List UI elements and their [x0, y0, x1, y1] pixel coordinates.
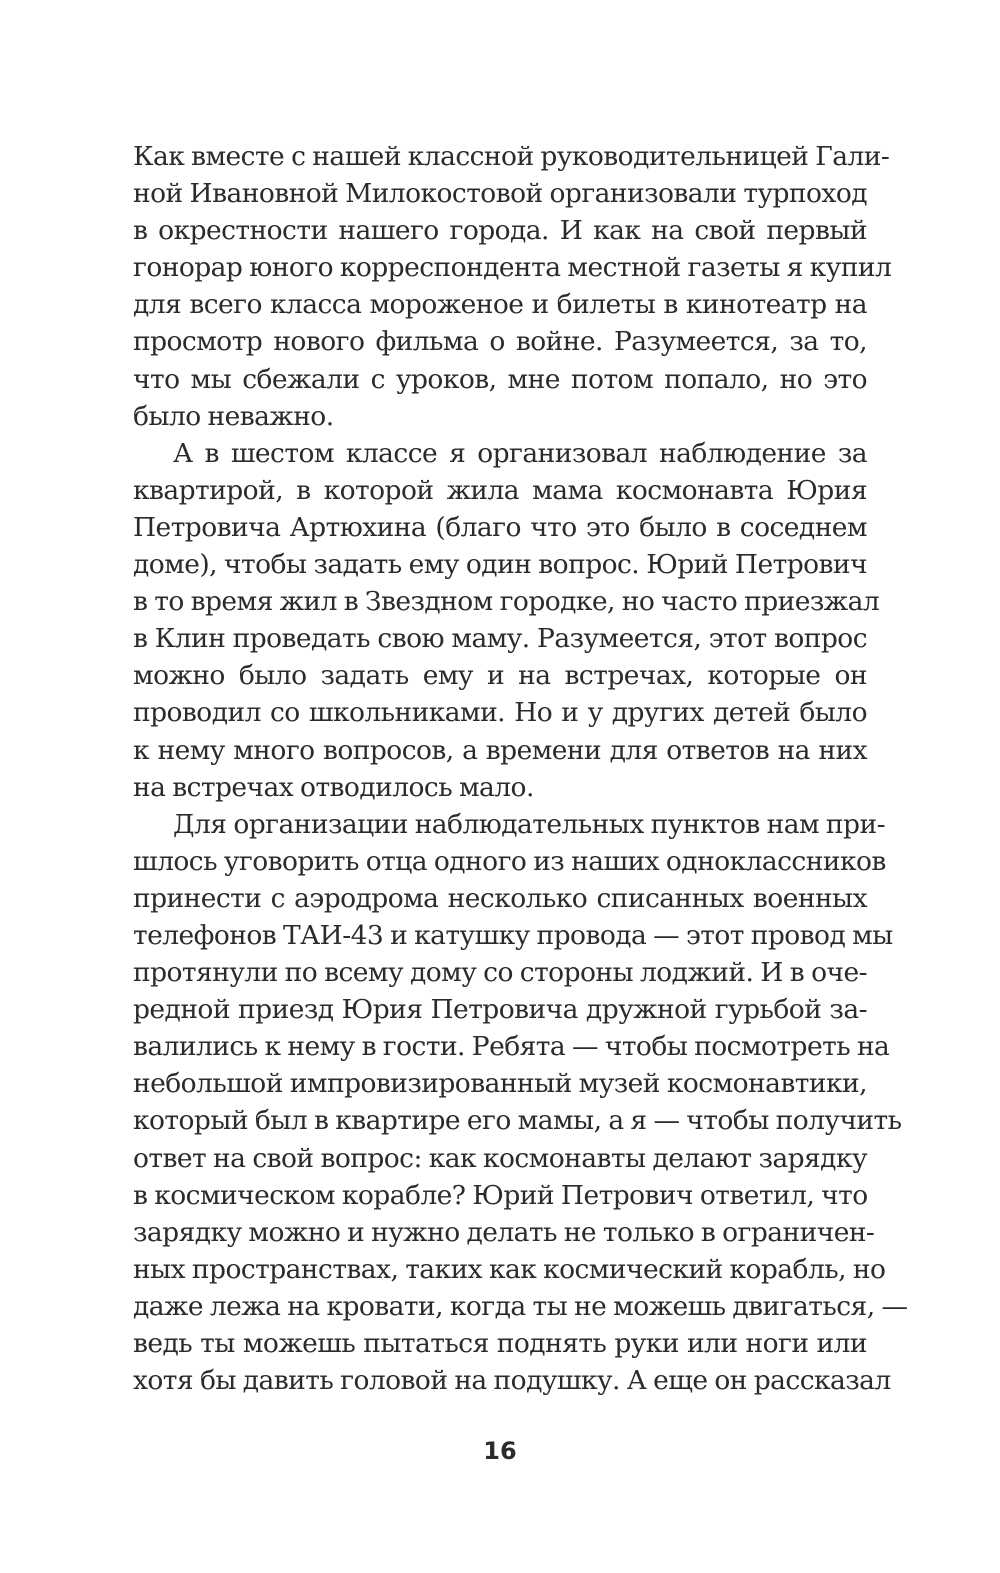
text-line: шлось уговорить отца одного из наших одноклассников — [133, 845, 886, 877]
text-line: проводил со школьниками. Но и у других детей было — [133, 697, 867, 729]
text-line: можно было задать ему и на встречах, которые он — [133, 660, 867, 692]
text-line: валились к нему в гости. Ребята — чтобы посмотреть на — [133, 1031, 890, 1063]
text-line: зарядку можно и нужно делать не только в ограничен- — [133, 1216, 875, 1248]
text-line: в то время жил в Звездном городке, но часто приезжал — [133, 586, 880, 618]
text-line: принести с аэродрома несколько списанных военных — [133, 882, 867, 914]
text-line: Для организации наблюдательных пунктов нам при- — [173, 808, 885, 840]
text-line: просмотр нового фильма о войне. Разумеется, за то, — [133, 326, 867, 358]
text-line: гонорар юного корреспондента местной газеты я купил — [133, 252, 892, 284]
text-line: ной Ивановной Милокостовой организовали турпоход — [133, 178, 867, 210]
text-line: телефонов ТАИ-43 и катушку провода — этот провод мы — [133, 919, 893, 951]
text-line: в окрестности нашего города. И как на свой первый — [133, 215, 867, 247]
text-line: было неважно. — [133, 400, 334, 432]
text-line: на встречах отводилось мало. — [133, 771, 534, 803]
text-line: даже лежа на кровати, когда ты не можешь двигаться, — — [133, 1290, 908, 1322]
body-text — [133, 138, 908, 1399]
page-number: 16 — [483, 1437, 517, 1465]
text-line: в Клин проведать свою маму. Разумеется, этот вопрос — [133, 623, 867, 655]
text-line: в космическом корабле? Юрий Петрович ответил, что — [133, 1179, 868, 1211]
text-line: редной приезд Юрия Петровича дружной гурьбой за- — [133, 994, 867, 1026]
text-line: протянули по всему дому со стороны лоджий. И в оче- — [133, 957, 867, 989]
text-line: Петровича Артюхина (благо что это было в соседнем — [133, 511, 867, 543]
text-line: что мы сбежали с уроков, мне потом попало, но это — [133, 363, 867, 395]
text-line: который был в квартире его мамы, а я — чтобы получить — [133, 1105, 902, 1137]
text-line: небольшой импровизированный музей космонавтики, — [133, 1068, 867, 1100]
paragraph — [133, 806, 908, 1400]
text-line: для всего класса мороженое и билеты в кинотеатр на — [133, 289, 867, 321]
text-line: ответ на свой вопрос: как космонавты делают зарядку — [133, 1142, 867, 1174]
paragraph — [133, 138, 892, 435]
text-line: Как вместе с нашей классной руководительницей Гали- — [133, 141, 890, 172]
text-line: доме), чтобы задать ему один вопрос. Юрий Петрович — [133, 549, 867, 581]
text-line: А в шестом классе я организовал наблюдение за — [173, 437, 867, 469]
text-line: ных пространствах, таких как космический корабль, но — [133, 1253, 886, 1285]
text-line: хотя бы давить головой на подушку. А еще он рассказал — [133, 1365, 891, 1397]
paragraph — [133, 435, 880, 806]
text-line: ведь ты можешь пытаться поднять руки или ноги или — [133, 1328, 867, 1359]
text-line: квартирой, в которой жила мама космонавта Юрия — [133, 474, 867, 506]
text-line: к нему много вопросов, а времени для ответов на них — [133, 734, 867, 766]
